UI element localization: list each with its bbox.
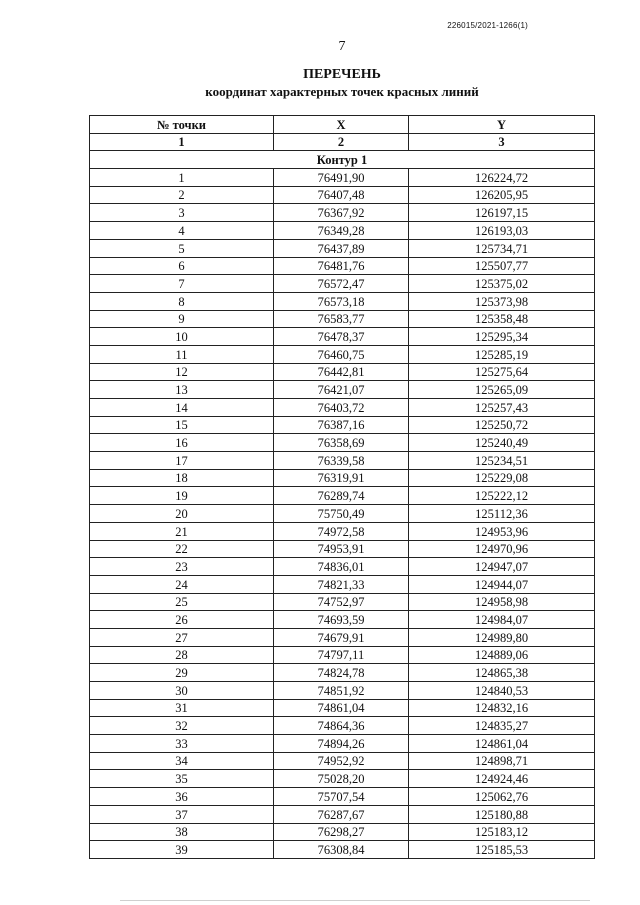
y-coordinate-cell: 124947,07 xyxy=(409,558,595,576)
x-coordinate-cell: 74679,91 xyxy=(274,628,409,646)
y-coordinate-cell: 124835,27 xyxy=(409,717,595,735)
y-coordinate-cell: 124889,06 xyxy=(409,646,595,664)
point-number-cell: 17 xyxy=(90,452,274,470)
point-number-cell: 9 xyxy=(90,310,274,328)
table-row xyxy=(90,222,595,240)
y-coordinate-cell: 125062,76 xyxy=(409,788,595,806)
x-coordinate-cell: 76460,75 xyxy=(274,345,409,363)
y-coordinate-cell: 125373,98 xyxy=(409,292,595,310)
table-row xyxy=(90,169,595,187)
point-number-cell: 34 xyxy=(90,752,274,770)
x-coordinate-cell: 74861,04 xyxy=(274,699,409,717)
point-number-cell: 14 xyxy=(90,399,274,417)
table-row xyxy=(90,239,595,257)
table-row xyxy=(90,275,595,293)
point-number-cell: 6 xyxy=(90,257,274,275)
point-number-cell: 32 xyxy=(90,717,274,735)
document-id: 226015/2021-1266(1) xyxy=(447,21,528,30)
footer-divider xyxy=(120,900,590,901)
point-number-cell: 7 xyxy=(90,275,274,293)
x-coordinate-cell: 76289,74 xyxy=(274,487,409,505)
y-coordinate-cell: 125250,72 xyxy=(409,416,595,434)
table-row xyxy=(90,487,595,505)
table-row xyxy=(90,805,595,823)
point-number-cell: 30 xyxy=(90,682,274,700)
table-row xyxy=(90,717,595,735)
x-coordinate-cell: 76367,92 xyxy=(274,204,409,222)
x-coordinate-cell: 74972,58 xyxy=(274,522,409,540)
table-row xyxy=(90,611,595,629)
section-label: Контур 1 xyxy=(90,151,595,169)
page-number: 7 xyxy=(338,39,346,54)
table-row xyxy=(90,469,595,487)
point-number-cell: 23 xyxy=(90,558,274,576)
table-row xyxy=(90,823,595,841)
x-coordinate-cell: 76421,07 xyxy=(274,381,409,399)
table-header-row xyxy=(90,116,595,134)
table-row xyxy=(90,416,595,434)
column-number-1: 1 xyxy=(90,133,274,151)
y-coordinate-cell: 124898,71 xyxy=(409,752,595,770)
section-row xyxy=(90,151,595,169)
coordinates-table xyxy=(89,115,595,859)
point-number-cell: 29 xyxy=(90,664,274,682)
y-coordinate-cell: 125734,71 xyxy=(409,239,595,257)
table-row xyxy=(90,540,595,558)
y-coordinate-cell: 125234,51 xyxy=(409,452,595,470)
point-number-cell: 4 xyxy=(90,222,274,240)
point-number-cell: 10 xyxy=(90,328,274,346)
x-coordinate-cell: 75750,49 xyxy=(274,505,409,523)
y-coordinate-cell: 124989,80 xyxy=(409,628,595,646)
point-number-cell: 20 xyxy=(90,505,274,523)
x-coordinate-cell: 74894,26 xyxy=(274,735,409,753)
table-row xyxy=(90,575,595,593)
table-row xyxy=(90,770,595,788)
table-row xyxy=(90,593,595,611)
table-row xyxy=(90,257,595,275)
table-row xyxy=(90,522,595,540)
point-number-cell: 22 xyxy=(90,540,274,558)
table-row xyxy=(90,345,595,363)
table-row xyxy=(90,752,595,770)
y-coordinate-cell: 124865,38 xyxy=(409,664,595,682)
x-coordinate-cell: 76339,58 xyxy=(274,452,409,470)
x-coordinate-cell: 76287,67 xyxy=(274,805,409,823)
x-coordinate-cell: 76481,76 xyxy=(274,257,409,275)
table-row xyxy=(90,452,595,470)
x-coordinate-cell: 76478,37 xyxy=(274,328,409,346)
table-row xyxy=(90,204,595,222)
y-coordinate-cell: 124944,07 xyxy=(409,575,595,593)
y-coordinate-cell: 125112,36 xyxy=(409,505,595,523)
x-coordinate-cell: 76491,90 xyxy=(274,169,409,187)
x-coordinate-cell: 76572,47 xyxy=(274,275,409,293)
point-number-cell: 16 xyxy=(90,434,274,452)
y-coordinate-cell: 125358,48 xyxy=(409,310,595,328)
y-coordinate-cell: 125185,53 xyxy=(409,841,595,859)
y-coordinate-cell: 126224,72 xyxy=(409,169,595,187)
y-coordinate-cell: 126205,95 xyxy=(409,186,595,204)
point-number-cell: 2 xyxy=(90,186,274,204)
point-number-cell: 3 xyxy=(90,204,274,222)
point-number-cell: 21 xyxy=(90,522,274,540)
table-row xyxy=(90,841,595,859)
table-row xyxy=(90,292,595,310)
x-coordinate-cell: 76308,84 xyxy=(274,841,409,859)
y-coordinate-cell: 125265,09 xyxy=(409,381,595,399)
table-row xyxy=(90,328,595,346)
x-coordinate-cell: 76358,69 xyxy=(274,434,409,452)
point-number-cell: 24 xyxy=(90,575,274,593)
y-coordinate-cell: 125507,77 xyxy=(409,257,595,275)
y-coordinate-cell: 125183,12 xyxy=(409,823,595,841)
point-number-cell: 36 xyxy=(90,788,274,806)
x-coordinate-cell: 75707,54 xyxy=(274,788,409,806)
point-number-cell: 26 xyxy=(90,611,274,629)
table-row xyxy=(90,399,595,417)
y-coordinate-cell: 124840,53 xyxy=(409,682,595,700)
y-coordinate-cell: 125240,49 xyxy=(409,434,595,452)
table-row xyxy=(90,505,595,523)
table-row xyxy=(90,646,595,664)
header-y: Y xyxy=(409,116,595,134)
point-number-cell: 8 xyxy=(90,292,274,310)
y-coordinate-cell: 126197,15 xyxy=(409,204,595,222)
y-coordinate-cell: 125180,88 xyxy=(409,805,595,823)
table-row xyxy=(90,735,595,753)
x-coordinate-cell: 76442,81 xyxy=(274,363,409,381)
y-coordinate-cell: 125222,12 xyxy=(409,487,595,505)
x-coordinate-cell: 76387,16 xyxy=(274,416,409,434)
document-title: ПЕРЕЧЕНЬ xyxy=(303,67,381,82)
table-row xyxy=(90,186,595,204)
y-coordinate-cell: 126193,03 xyxy=(409,222,595,240)
column-number-2: 2 xyxy=(274,133,409,151)
point-number-cell: 28 xyxy=(90,646,274,664)
column-number-row xyxy=(90,133,595,151)
x-coordinate-cell: 74953,91 xyxy=(274,540,409,558)
table-row xyxy=(90,682,595,700)
header-x: X xyxy=(274,116,409,134)
table-row xyxy=(90,788,595,806)
x-coordinate-cell: 74821,33 xyxy=(274,575,409,593)
y-coordinate-cell: 124953,96 xyxy=(409,522,595,540)
document-subtitle: координат характерных точек красных линий xyxy=(205,84,479,99)
x-coordinate-cell: 76407,48 xyxy=(274,186,409,204)
y-coordinate-cell: 124984,07 xyxy=(409,611,595,629)
point-number-cell: 37 xyxy=(90,805,274,823)
y-coordinate-cell: 125275,64 xyxy=(409,363,595,381)
point-number-cell: 19 xyxy=(90,487,274,505)
point-number-cell: 31 xyxy=(90,699,274,717)
x-coordinate-cell: 76349,28 xyxy=(274,222,409,240)
y-coordinate-cell: 125285,19 xyxy=(409,345,595,363)
x-coordinate-cell: 75028,20 xyxy=(274,770,409,788)
x-coordinate-cell: 76437,89 xyxy=(274,239,409,257)
y-coordinate-cell: 124924,46 xyxy=(409,770,595,788)
y-coordinate-cell: 124832,16 xyxy=(409,699,595,717)
x-coordinate-cell: 74797,11 xyxy=(274,646,409,664)
table-row xyxy=(90,699,595,717)
x-coordinate-cell: 74693,59 xyxy=(274,611,409,629)
x-coordinate-cell: 74952,92 xyxy=(274,752,409,770)
point-number-cell: 12 xyxy=(90,363,274,381)
y-coordinate-cell: 124861,04 xyxy=(409,735,595,753)
point-number-cell: 38 xyxy=(90,823,274,841)
table-row xyxy=(90,434,595,452)
x-coordinate-cell: 76298,27 xyxy=(274,823,409,841)
point-number-cell: 18 xyxy=(90,469,274,487)
table-row xyxy=(90,664,595,682)
y-coordinate-cell: 125257,43 xyxy=(409,399,595,417)
x-coordinate-cell: 76583,77 xyxy=(274,310,409,328)
point-number-cell: 35 xyxy=(90,770,274,788)
table-row xyxy=(90,558,595,576)
table-row xyxy=(90,381,595,399)
point-number-cell: 27 xyxy=(90,628,274,646)
point-number-cell: 33 xyxy=(90,735,274,753)
y-coordinate-cell: 125375,02 xyxy=(409,275,595,293)
y-coordinate-cell: 124970,96 xyxy=(409,540,595,558)
point-number-cell: 1 xyxy=(90,169,274,187)
header-point-number: № точки xyxy=(90,116,274,134)
table-row xyxy=(90,363,595,381)
point-number-cell: 11 xyxy=(90,345,274,363)
x-coordinate-cell: 74836,01 xyxy=(274,558,409,576)
x-coordinate-cell: 76319,91 xyxy=(274,469,409,487)
x-coordinate-cell: 74752,97 xyxy=(274,593,409,611)
point-number-cell: 25 xyxy=(90,593,274,611)
column-number-3: 3 xyxy=(409,133,595,151)
point-number-cell: 39 xyxy=(90,841,274,859)
x-coordinate-cell: 76573,18 xyxy=(274,292,409,310)
table-row xyxy=(90,310,595,328)
point-number-cell: 5 xyxy=(90,239,274,257)
x-coordinate-cell: 76403,72 xyxy=(274,399,409,417)
y-coordinate-cell: 125229,08 xyxy=(409,469,595,487)
point-number-cell: 13 xyxy=(90,381,274,399)
x-coordinate-cell: 74824,78 xyxy=(274,664,409,682)
x-coordinate-cell: 74851,92 xyxy=(274,682,409,700)
x-coordinate-cell: 74864,36 xyxy=(274,717,409,735)
y-coordinate-cell: 124958,98 xyxy=(409,593,595,611)
table-row xyxy=(90,628,595,646)
point-number-cell: 15 xyxy=(90,416,274,434)
y-coordinate-cell: 125295,34 xyxy=(409,328,595,346)
